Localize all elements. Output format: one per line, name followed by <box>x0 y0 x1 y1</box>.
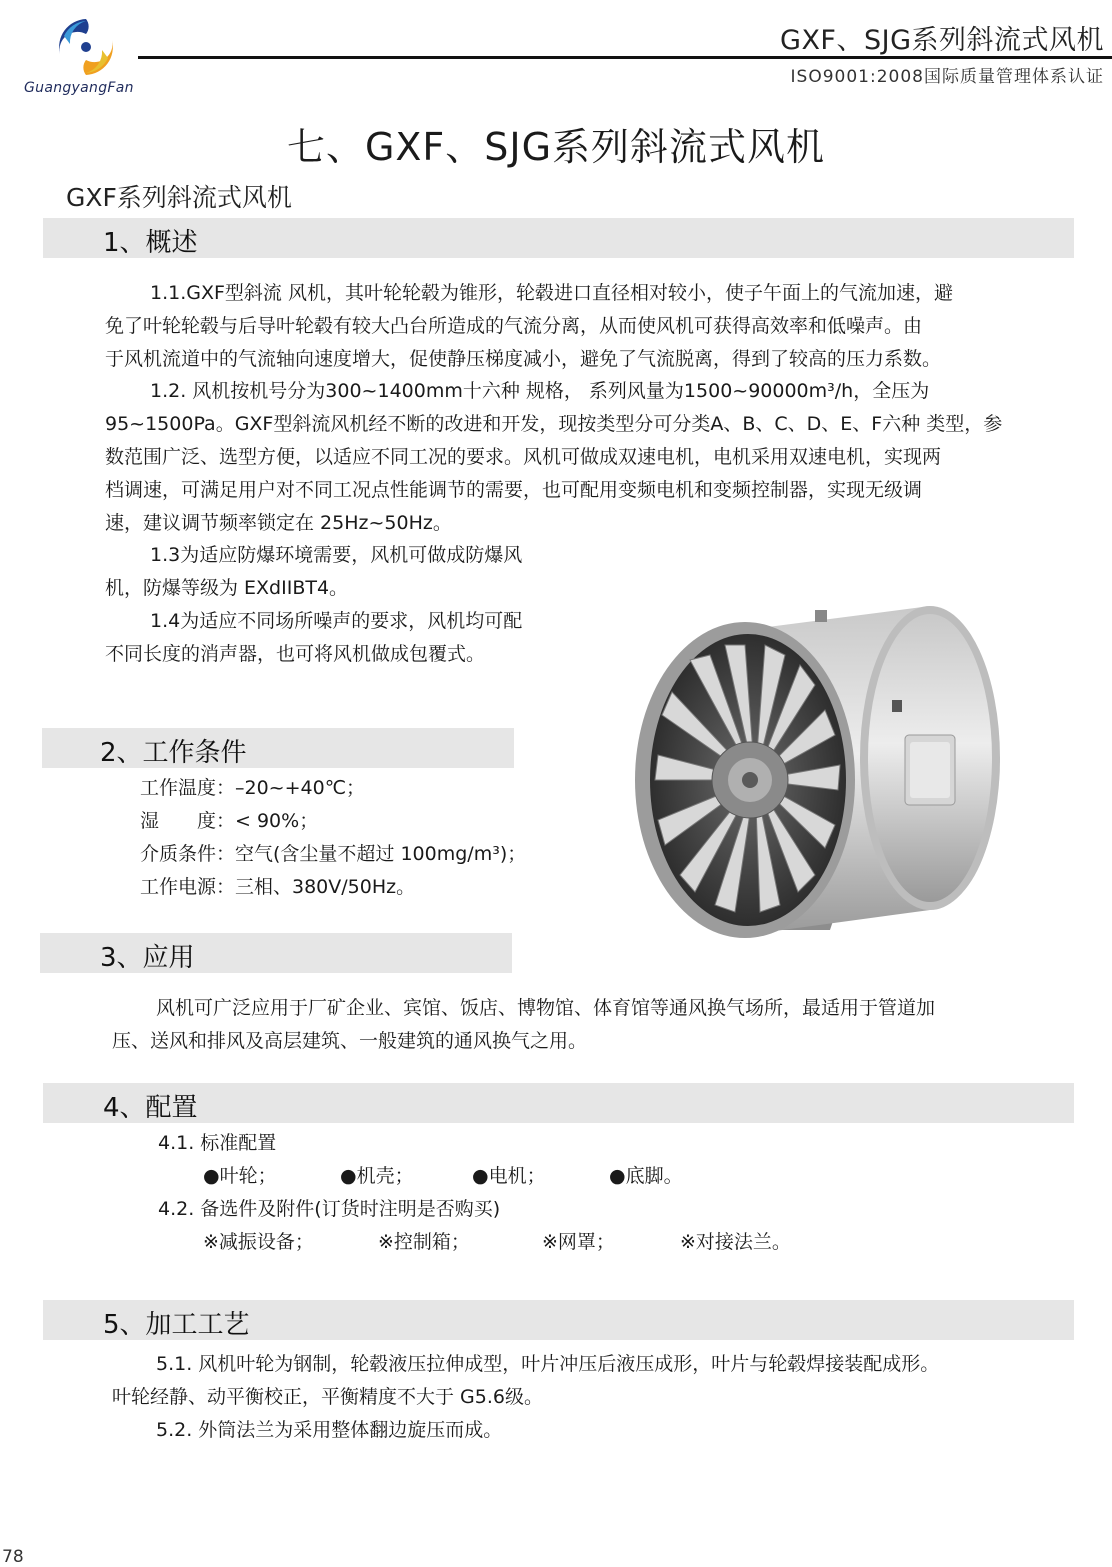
page-title: 七、GXF、SJG系列斜流式风机 <box>286 125 826 169</box>
process-line: 叶轮经静、动平衡校正，平衡精度不大于 G5.6级。 <box>112 1386 543 1408</box>
standard-item-motor: ●电机； <box>472 1165 546 1187</box>
process-line: 5.1. 风机叶轮为钢制，轮毂液压拉伸成型，叶片冲压后液压成形，叶片与轮毂焊接装配成形。 <box>156 1353 940 1375</box>
section-bar-application <box>40 933 512 973</box>
condition-medium: 介质条件：空气(含尘量不超过 100mg/m³)； <box>140 843 527 865</box>
process-line: 5.2. 外筒法兰为采用整体翻边旋压而成。 <box>156 1419 503 1441</box>
section-heading-conditions: 2、工作条件 <box>100 738 247 768</box>
overview-line: 95~1500Pa。GXF型斜流风机经不断的改进和开发，现按类型分可分类A、B、C、D、E、F六种 类型，参 <box>105 413 1003 435</box>
header-divider <box>138 56 1112 59</box>
optional-item-guard: ※网罩； <box>542 1231 615 1253</box>
overview-line: 1.1.GXF型斜流 风机，其叶轮轮毂为锥形，轮毂进口直径相对较小，使子午面上的气流加速，避 <box>150 282 953 304</box>
logo-swirl-icon <box>50 14 122 80</box>
condition-temperature: 工作温度：–20~+40℃； <box>140 777 366 799</box>
overview-line: 档调速，可满足用户对不同工况点性能调节的需要，也可配用变频电机和变频控制器，实现无级调 <box>105 479 923 501</box>
standard-item-impeller: ●叶轮； <box>203 1165 277 1187</box>
section-heading-overview: 1、概述 <box>103 228 198 258</box>
overview-line: 于风机流道中的气流轴向速度增大，促使静压梯度减小，避免了气流脱离，得到了较高的压力系数。 <box>105 348 942 370</box>
overview-line: 机，防爆等级为 EXdIIBT4。 <box>105 577 349 599</box>
logo-text: GuangyangFan <box>24 80 134 96</box>
series-title: GXF、SJG系列斜流式风机 <box>780 25 1104 56</box>
section-heading-process: 5、加工工艺 <box>103 1310 250 1340</box>
application-line: 风机可广泛应用于厂矿企业、宾馆、饭店、博物馆、体育馆等通风换气场所，最适用于管道加 <box>156 997 936 1019</box>
optional-item-control-box: ※控制箱； <box>378 1231 470 1253</box>
condition-humidity: 湿 度：< 90%； <box>140 810 319 832</box>
optional-item-damper: ※减振设备； <box>203 1231 314 1253</box>
fan-product-image <box>630 600 1030 950</box>
overview-line: 数范围广泛、选型方便，以适应不同工况的要求。风机可做成双速电机，电机采用双速电机，实现两 <box>105 446 942 468</box>
condition-power: 工作电源：三相、380V/50Hz。 <box>140 876 416 898</box>
application-line: 压、送风和排风及高层建筑、一般建筑的通风换气之用。 <box>112 1030 588 1052</box>
section-heading-application: 3、应用 <box>100 943 195 973</box>
standard-item-casing: ●机壳； <box>340 1165 414 1187</box>
section-bar-conditions <box>42 728 514 768</box>
standard-item-base: ●底脚。 <box>609 1165 683 1187</box>
optional-item-flange: ※对接法兰。 <box>680 1231 791 1253</box>
overview-line: 免了叶轮轮毂与后导叶轮毂有较大凸台所造成的气流分离，从而使风机可获得高效率和低噪声。由 <box>105 315 923 337</box>
section-bar-process <box>43 1300 1074 1340</box>
section-bar-overview <box>43 218 1074 258</box>
section-heading-configuration: 4、配置 <box>103 1093 198 1123</box>
certification-text: ISO9001:2008国际质量管理体系认证 <box>790 67 1104 87</box>
overview-line: 1.3为适应防爆环境需要，风机可做成防爆风 <box>150 544 523 566</box>
optional-config-label: 4.2. 备选件及附件(订货时注明是否购买) <box>158 1198 501 1220</box>
overview-line: 速，建议调节频率锁定在 25Hz~50Hz。 <box>105 512 452 534</box>
overview-line: 不同长度的消声器，也可将风机做成包覆式。 <box>105 643 486 665</box>
overview-line: 1.4为适应不同场所噪声的要求，风机均可配 <box>150 610 523 632</box>
page-number: 78 <box>2 1547 24 1567</box>
section-bar-configuration <box>43 1083 1074 1123</box>
page-subtitle: GXF系列斜流式风机 <box>66 183 292 212</box>
axial-fan-illustration <box>630 600 1030 950</box>
company-logo <box>50 14 122 80</box>
standard-config-label: 4.1. 标准配置 <box>158 1132 277 1154</box>
overview-line: 1.2. 风机按机号分为300~1400mm十六种 规格， 系列风量为1500~90000m³/h，全压为 <box>150 380 930 402</box>
